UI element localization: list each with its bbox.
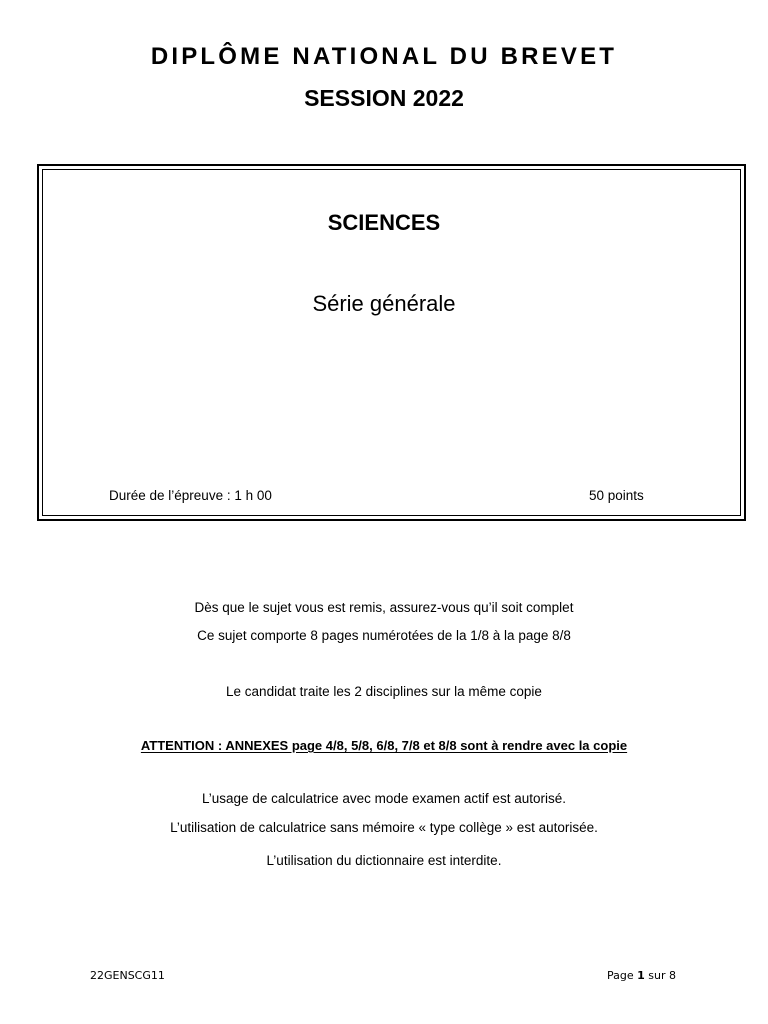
subject-code: 22GENSCG11 (90, 969, 165, 982)
instruction-pages: Ce sujet comporte 8 pages numérotées de la 1/8 à la page 8/8 (197, 628, 571, 643)
page-current: 1 (637, 969, 645, 982)
exam-duration: Durée de l’épreuve : 1 h 00 (109, 488, 272, 503)
session-year: SESSION 2022 (304, 85, 464, 111)
subject-title: SCIENCES (327, 210, 441, 235)
attention-annexes-text: ATTENTION : ANNEXES page 4/8, 5/8, 6/8, 7/8 et 8/8 sont à rendre avec la copie (140, 738, 628, 753)
page-prefix: Page (607, 969, 634, 982)
exam-title: DIPLÔME NATIONAL DU BREVET (150, 43, 618, 70)
instruction-dictionary: L’utilisation du dictionnaire est interdite. (266, 853, 502, 868)
page-total: sur 8 (648, 969, 677, 982)
attention-annexes (0, 737, 768, 755)
instruction-disciplines: Le candidat traite les 2 disciplines sur la même copie (226, 684, 542, 699)
instruction-calculator-college: L’utilisation de calculatrice sans mémoire « type collège » est autorisée. (170, 820, 598, 835)
instruction-calculator-exam: L’usage de calculatrice avec mode examen actif est autorisé. (202, 791, 566, 806)
serie-label: Série générale (312, 291, 456, 316)
exam-points: 50 points (589, 488, 644, 503)
page-number (607, 968, 676, 984)
instruction-complete: Dès que le sujet vous est remis, assurez-vous qu’il soit complet (194, 600, 574, 615)
